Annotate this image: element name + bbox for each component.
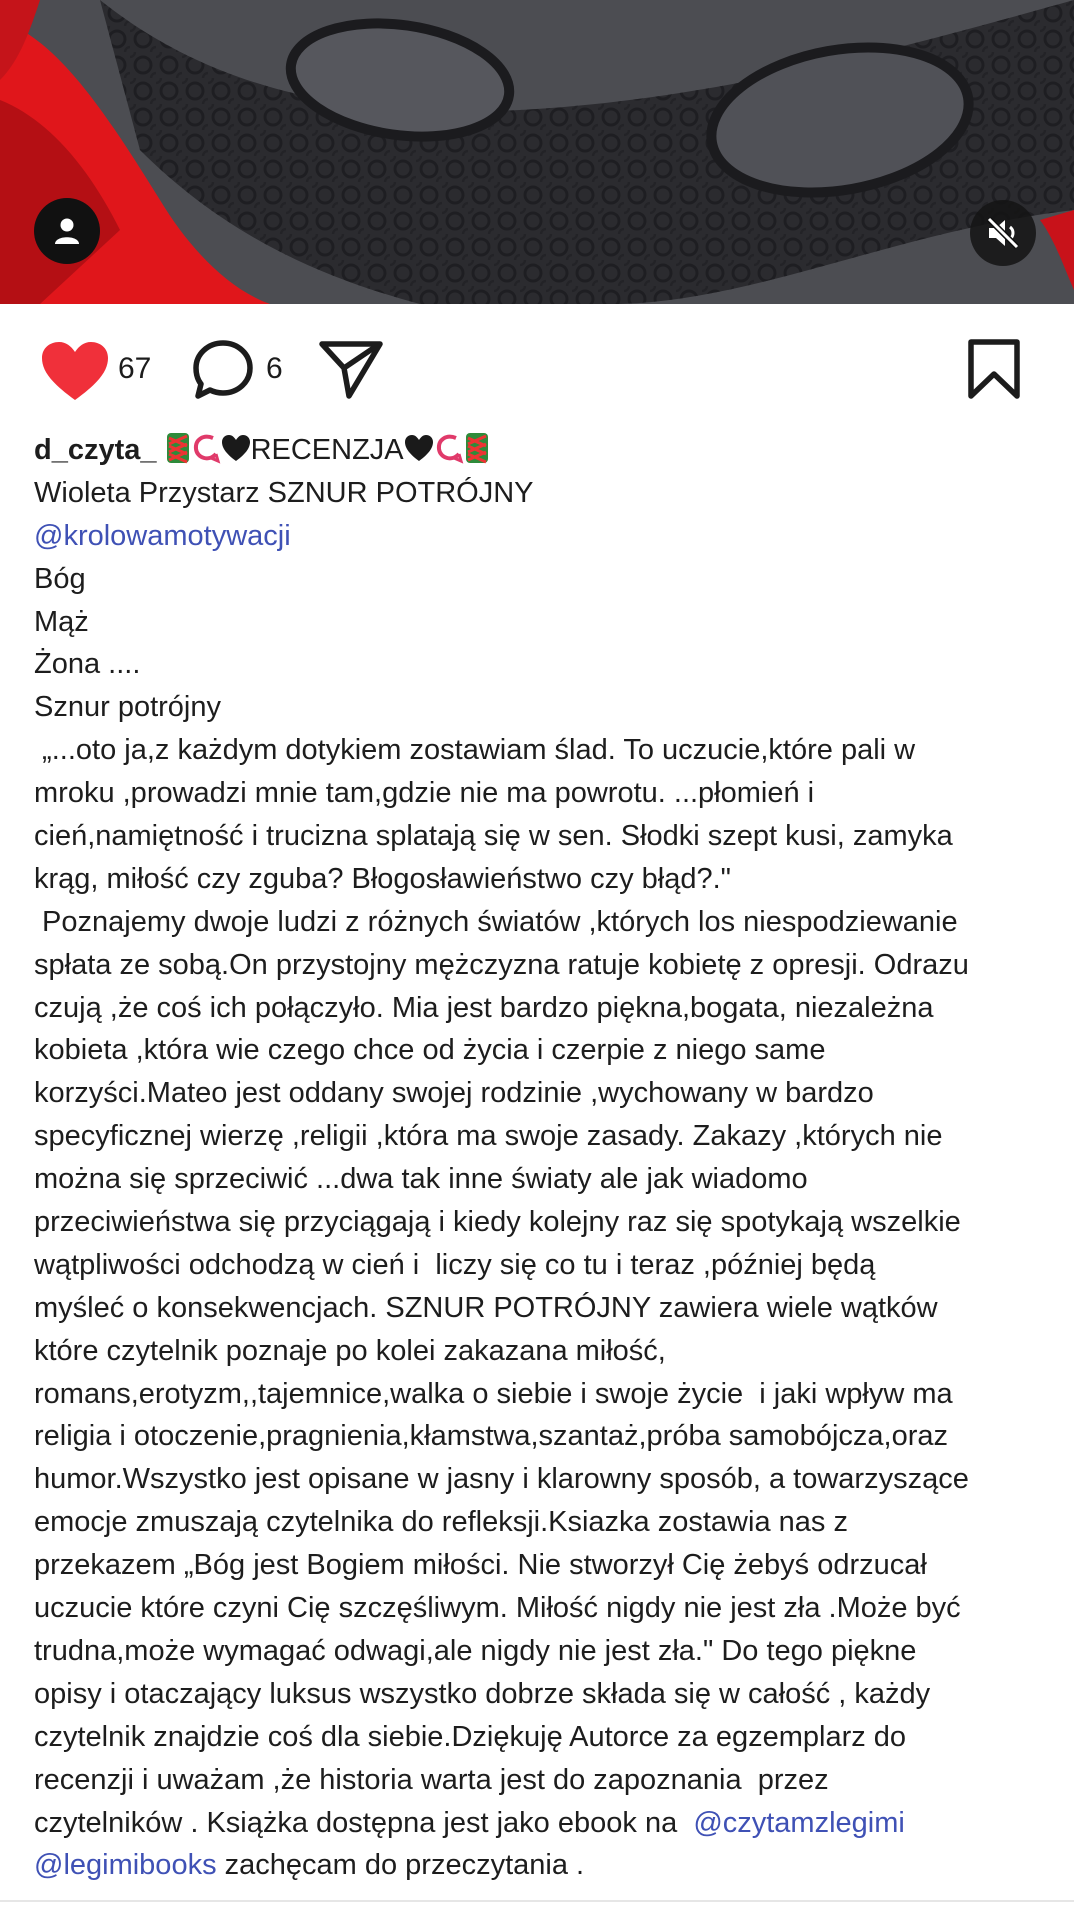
share-button[interactable]	[318, 338, 384, 405]
paper-plane-icon	[318, 338, 384, 400]
caption-line: uczucie które czyni Cię szczęśliwym. Miłość nigdy nie jest zła .Może być	[34, 1592, 961, 1625]
caption-line: recenzji i uważam ,że historia warta jest do zapoznania przez	[34, 1763, 829, 1796]
caption-header-text: RECENZJA	[250, 434, 404, 466]
like-button[interactable]	[40, 340, 110, 407]
caption-line: przekazem „Bóg jest Bogiem miłości. Nie stworzył Cię żebyś odrzucał	[34, 1549, 927, 1582]
caption-line: specyficznej wierzę ,religii ,która ma swoje zasady. Zakazy ,których nie	[34, 1120, 943, 1153]
caption-line: trudna,może wymagać odwagi,ale nigdy nie jest zła." Do tego piękne	[34, 1634, 917, 1667]
caption-line: mroku ,prowadzi mnie tam,gdzie nie ma powrotu. ...płomień i	[34, 777, 815, 810]
caption-line: Sznur potrójny	[34, 691, 221, 724]
mute-button[interactable]	[970, 200, 1036, 266]
post-caption	[34, 429, 1044, 1887]
caption-line: romans,erotyzm,,tajemnice,walka o siebie i swoje życie i jaki wpływ ma	[34, 1377, 953, 1410]
caption-line: wątpliwości odchodzą w cień i liczy się co tu i teraz ,później będą	[34, 1248, 876, 1281]
mention-link[interactable]: @czytamzlegimi	[693, 1806, 905, 1839]
caption-line: czytelników . Książka dostępna jest jako ebook na @czytamzlegimi	[34, 1806, 905, 1839]
heart-filled-icon	[40, 340, 110, 402]
caption-line: opisy i otaczający luksus wszystko dobrze składa się w całość , każdy	[34, 1677, 931, 1710]
caption-line: spłata ze sobą.On przystojny mężczyzna ratuje kobietę z opresji. Odrazu	[34, 948, 969, 981]
caption-title-line: Wioleta Przystarz SZNUR POTRÓJNY	[34, 476, 534, 509]
caption-line: Poznajemy dwoje ludzi z różnych światów ,których los niespodziewanie	[34, 905, 958, 938]
caption-line: „...oto ja,z każdym dotykiem zostawiam ślad. To uczucie,które pali w	[34, 734, 916, 767]
caption-line: można się sprzeciwić ...dwa tak inne światy ale jak wiadomo	[34, 1163, 808, 1196]
caption-line: @legimibooks zachęcam do przeczytania .	[34, 1849, 585, 1882]
caption-line: krąg, miłość czy zguba? Błogosławieństwo czy błąd?."	[34, 862, 731, 895]
comment-button[interactable]	[190, 338, 256, 407]
caption-line: emocje zmuszają czytelnika do refleksji.Ksiazka zostawia nas z	[34, 1506, 848, 1539]
caption-line: Żona ....	[34, 648, 141, 681]
black-heart-emoji	[221, 434, 251, 464]
hook-emoji	[434, 432, 464, 464]
comment-bubble-icon	[190, 338, 256, 402]
caption-line: Bóg	[34, 562, 86, 595]
mask-image	[0, 0, 1074, 304]
mention-link[interactable]: @legimibooks	[34, 1849, 217, 1882]
caption-line: cień,namiętność i trucizna splatają się w sen. Słodki szept kusi, zamyka	[34, 820, 953, 853]
bookmark-icon	[966, 338, 1022, 400]
caption-line: myśleć o konsekwencjach. SZNUR POTRÓJNY zawiera wiele wątków	[34, 1291, 938, 1324]
caption-line: przeciwieństwa się przyciągają i kiedy kolejny raz się spotykają wszelkie	[34, 1206, 961, 1239]
caption-body	[34, 558, 1044, 1802]
caption-line: czują ,że coś ich połączyło. Mia jest bardzo piękna,bogata, niezależna	[34, 991, 934, 1024]
like-count[interactable]: 67	[118, 352, 152, 385]
knot-emoji	[165, 432, 191, 464]
comment-count[interactable]: 6	[266, 352, 283, 385]
caption-header-line	[34, 429, 1044, 472]
save-button[interactable]	[966, 338, 1022, 405]
username-link[interactable]: d_czyta_	[34, 434, 157, 466]
caption-line: które czytelnik poznaje po kolei zakazana miłość,	[34, 1334, 666, 1367]
caption-line: korzyści.Mateo jest oddany swojej rodzinie ,wychowany w bardzo	[34, 1077, 874, 1110]
mention-link[interactable]: @krolowamotywacji	[34, 519, 291, 552]
black-heart-emoji	[404, 434, 434, 464]
caption-line: humor.Wszystko jest opisane w jasny i klarowny sposób, a towarzyszące	[34, 1463, 969, 1496]
hook-emoji	[191, 432, 221, 464]
post-media[interactable]	[0, 0, 1074, 304]
muted-speaker-icon	[985, 216, 1021, 250]
caption-line: religia i otoczenie,pragnienia,kłamstwa,szantaż,próba samobójcza,oraz	[34, 1420, 948, 1453]
caption-line: czytelnik znajdzie coś dla siebie.Dziękuję Autorce za egzemplarz do	[34, 1720, 907, 1753]
tagged-people-button[interactable]	[34, 198, 100, 264]
divider	[0, 1900, 1074, 1902]
knot-emoji	[464, 432, 490, 464]
caption-line: kobieta ,która wie czego chce od życia i czerpie z niego same	[34, 1034, 826, 1067]
caption-line: Mąż	[34, 605, 89, 638]
person-tag-icon	[54, 217, 80, 245]
